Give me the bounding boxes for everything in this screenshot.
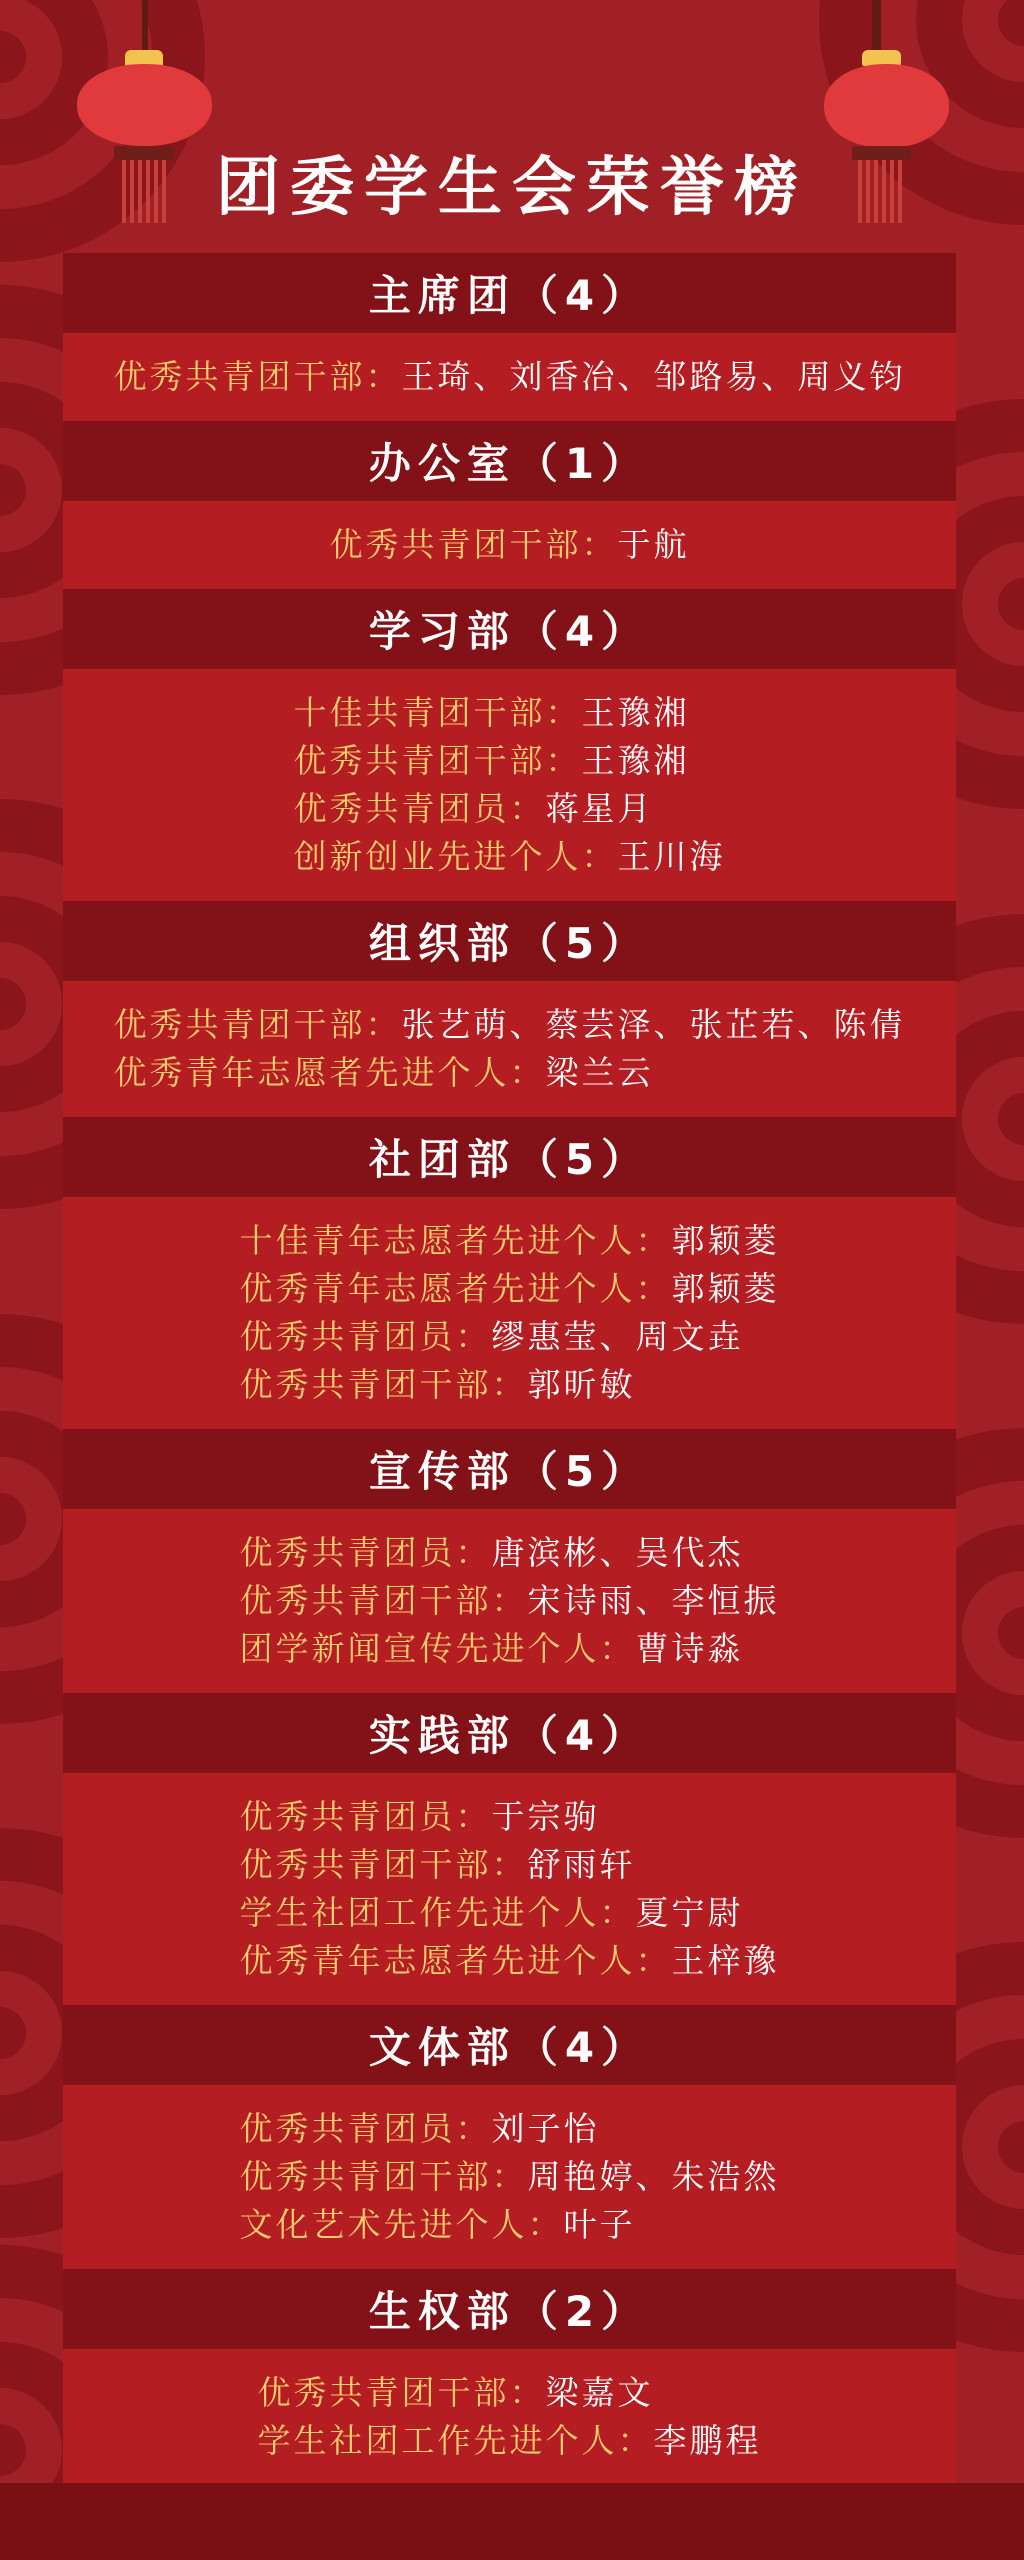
award-label: 优秀共青团干部： [113, 357, 402, 396]
section-content [63, 1197, 956, 1429]
award-label: 优秀青年志愿者先进个人： [239, 1269, 672, 1308]
award-label: 优秀共青团干部： [329, 525, 618, 564]
award-line [240, 2201, 780, 2249]
lantern-icon-left [77, 64, 212, 146]
award-line [294, 785, 726, 833]
award-names: 唐滨彬、吴代杰 [491, 1533, 744, 1572]
award-label: 优秀共青团干部： [239, 1365, 528, 1404]
section-header-band [63, 901, 956, 981]
department-section [63, 589, 956, 901]
department-section [63, 1117, 956, 1429]
section-content [63, 2085, 956, 2269]
award-names: 于宗驹 [491, 1797, 600, 1836]
award-line [294, 689, 726, 737]
section-content [63, 1509, 956, 1693]
section-content [63, 1773, 956, 2005]
award-names: 梁兰云 [545, 1053, 654, 1092]
award-block [240, 1529, 780, 1673]
department-section [63, 253, 956, 421]
award-names: 周艳婷、朱浩然 [527, 2157, 780, 2196]
award-line [240, 2105, 780, 2153]
section-header-band [63, 589, 956, 669]
award-names: 于航 [617, 525, 690, 564]
lantern-string-right [872, 0, 881, 50]
section-content [63, 333, 956, 421]
department-section [63, 1429, 956, 1693]
award-label: 优秀共青团干部： [257, 2373, 546, 2412]
award-label: 优秀共青团干部： [293, 741, 582, 780]
award-label: 优秀共青团干部： [113, 1005, 402, 1044]
award-names: 梁嘉文 [545, 2373, 654, 2412]
award-names: 刘子怡 [491, 2109, 600, 2148]
award-label: 优秀共青团员： [293, 789, 546, 828]
award-line [240, 1361, 780, 1409]
section-content [63, 501, 956, 589]
award-line [240, 1217, 780, 1265]
award-names: 郭颖菱 [671, 1269, 780, 1308]
award-label: 优秀共青团员： [239, 1797, 492, 1836]
award-block [240, 1217, 780, 1409]
award-line [114, 1001, 906, 1049]
department-section [63, 1693, 956, 2005]
award-block [294, 689, 726, 881]
award-line [330, 521, 690, 569]
award-names: 王梓豫 [671, 1941, 780, 1980]
award-line [294, 737, 726, 785]
award-label: 学生社团工作先进个人： [257, 2421, 654, 2460]
award-label: 优秀共青团干部： [239, 1845, 528, 1884]
award-names: 张艺萌、蔡芸泽、张芷若、陈倩 [401, 1005, 906, 1044]
award-label: 十佳青年志愿者先进个人： [239, 1221, 672, 1260]
award-names: 王豫湘 [581, 741, 690, 780]
section-header-band [63, 2005, 956, 2085]
department-section [63, 2269, 956, 2483]
award-line [114, 1049, 906, 1097]
footer-strip [0, 2483, 1024, 2560]
award-line [258, 2417, 762, 2465]
award-line [240, 1937, 780, 1985]
section-header-label: 组织部（5） [368, 919, 651, 968]
award-names: 缪惠莹、周文垚 [491, 1317, 744, 1356]
award-label: 优秀共青团员： [239, 2109, 492, 2148]
award-label: 文化艺术先进个人： [239, 2205, 564, 2244]
award-line [240, 1793, 780, 1841]
award-names: 叶子 [563, 2205, 636, 2244]
award-block [114, 353, 906, 401]
award-label: 创新创业先进个人： [293, 837, 618, 876]
section-content [63, 981, 956, 1117]
award-line [294, 833, 726, 881]
department-section [63, 421, 956, 589]
section-header-band [63, 253, 956, 333]
section-header-label: 办公室（1） [368, 439, 651, 488]
panel [63, 253, 956, 2483]
award-label: 团学新闻宣传先进个人： [239, 1629, 636, 1668]
section-content [63, 669, 956, 901]
section-header-label: 社团部（5） [368, 1135, 651, 1184]
award-names: 郭昕敏 [527, 1365, 636, 1404]
section-header-label: 生权部（2） [368, 2287, 651, 2336]
award-label: 优秀共青团员： [239, 1533, 492, 1572]
award-names: 宋诗雨、李恒振 [527, 1581, 780, 1620]
award-block [240, 2105, 780, 2249]
section-header-band [63, 1693, 956, 1773]
award-names: 舒雨轩 [527, 1845, 636, 1884]
award-label: 优秀共青团干部： [239, 1581, 528, 1620]
poster-title: 团委学生会荣誉榜 [216, 151, 808, 225]
section-header-band [63, 1429, 956, 1509]
award-label: 优秀共青团干部： [239, 2157, 528, 2196]
section-content [63, 2349, 956, 2483]
section-header-band [63, 421, 956, 501]
award-label: 优秀青年志愿者先进个人： [239, 1941, 672, 1980]
award-label: 十佳共青团干部： [293, 693, 582, 732]
award-names: 李鹏程 [653, 2421, 762, 2460]
award-line [258, 2369, 762, 2417]
section-header-label: 学习部（4） [368, 607, 651, 656]
lantern-icon-right [824, 64, 949, 148]
award-block [240, 1793, 780, 1985]
award-line [240, 1889, 780, 1937]
award-label: 优秀共青团员： [239, 1317, 492, 1356]
award-block [330, 521, 690, 569]
award-names: 曹诗淼 [635, 1629, 744, 1668]
award-line [240, 1265, 780, 1313]
award-names: 夏宁尉 [635, 1893, 744, 1932]
award-line [240, 1841, 780, 1889]
section-header-label: 文体部（4） [368, 2023, 651, 2072]
section-header-band [63, 2269, 956, 2349]
award-names: 郭颖菱 [671, 1221, 780, 1260]
award-names: 王川海 [617, 837, 726, 876]
section-header-label: 实践部（4） [368, 1711, 651, 1760]
award-line [240, 1313, 780, 1361]
award-label: 优秀青年志愿者先进个人： [113, 1053, 546, 1092]
award-names: 王豫湘 [581, 693, 690, 732]
lantern-string-left [142, 0, 148, 50]
award-line [240, 1625, 780, 1673]
section-header-band [63, 1117, 956, 1197]
award-names: 蒋星月 [545, 789, 654, 828]
award-names: 王琦、刘香冶、邹路易、周义钧 [401, 357, 906, 396]
award-line [240, 1577, 780, 1625]
award-block [114, 1001, 906, 1097]
award-line [114, 353, 906, 401]
award-line [240, 1529, 780, 1577]
award-block [258, 2369, 762, 2465]
section-header-label: 宣传部（5） [368, 1447, 651, 1496]
award-label: 学生社团工作先进个人： [239, 1893, 636, 1932]
award-line [240, 2153, 780, 2201]
department-section [63, 2005, 956, 2269]
department-section [63, 901, 956, 1117]
section-header-label: 主席团（4） [368, 271, 651, 320]
